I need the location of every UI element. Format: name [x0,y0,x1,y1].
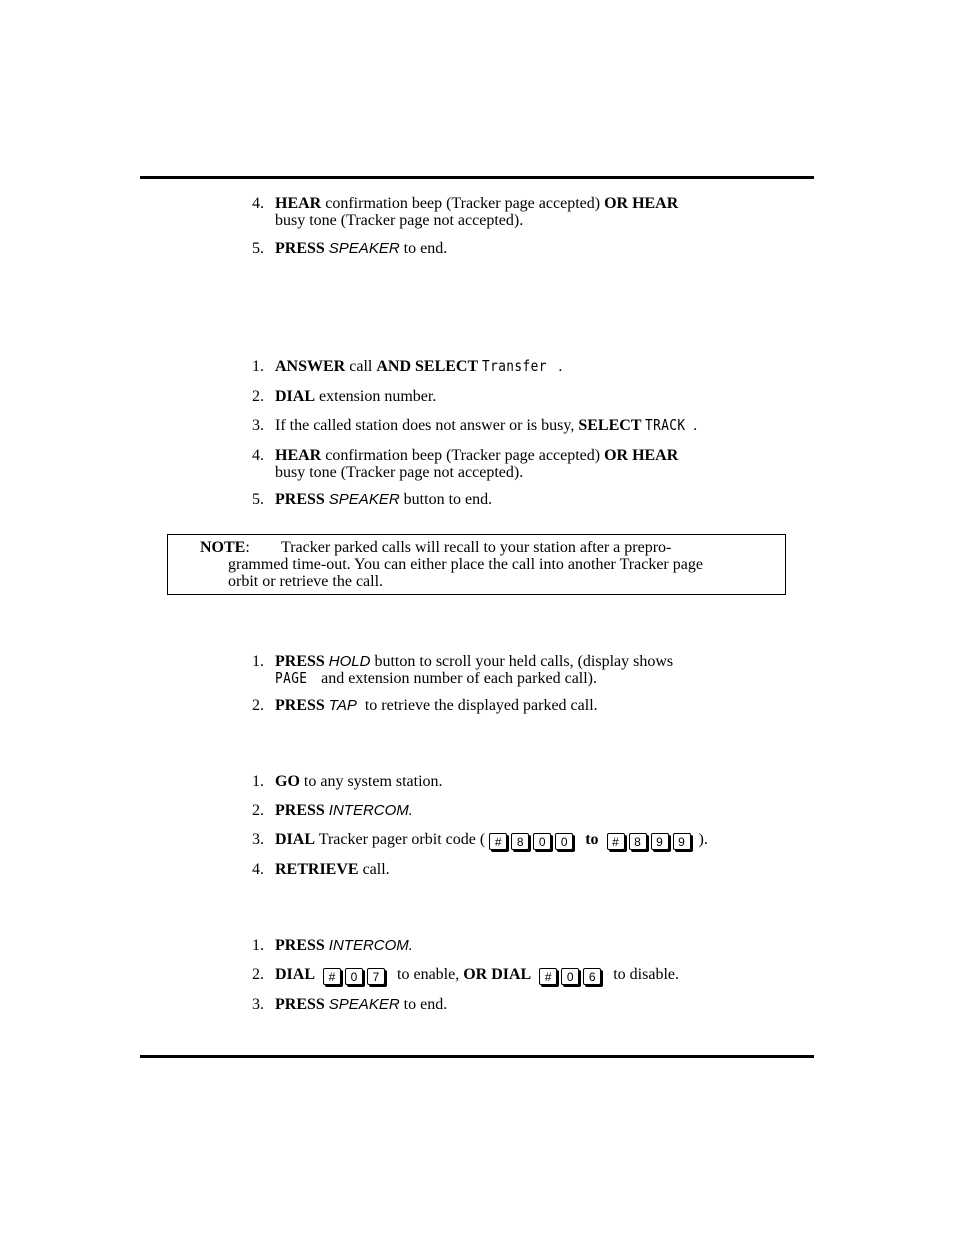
note-line-3: orbit or retrieve the call. [228,573,384,590]
text-run: call. [358,861,390,878]
keypad-sequence [607,832,695,850]
item-number: 4. [252,447,264,464]
item-number: 4. [252,861,264,878]
text-run: to enable, [389,966,464,983]
text-run: to end. [399,996,448,1013]
item-line [275,388,765,405]
keypad-key-icon: 9 [673,833,691,850]
note-label: NOTE [200,539,246,556]
note-line-2: grammed time-out. You can either place the call into another Tracker page [228,556,703,573]
item-text [275,966,765,985]
item-text [275,358,765,375]
bold-keyword: PRESS [275,802,325,819]
list-item [246,358,766,376]
text-run: to disable. [605,966,679,983]
text-run [599,831,607,848]
button-name: TAP [328,697,357,714]
item-text [275,653,765,687]
bold-keyword: RETRIEVE [275,861,359,878]
text-run: If the called station does not answer or is busy, [275,417,579,434]
bold-keyword: ANSWER [275,358,346,375]
top-rule [140,176,814,179]
item-line [275,802,765,819]
bold-keyword: PRESS [275,697,325,714]
item-text [275,996,765,1013]
button-name: SPEAKER [328,996,400,1013]
item-number: 4. [252,195,264,212]
item-number: 1. [252,358,264,375]
keypad-key-icon: 0 [555,833,573,850]
item-line [275,937,765,954]
bold-keyword: HEAR [275,195,322,212]
text-run: confirmation beep (Tracker page accepted) [321,447,605,464]
item-text [275,831,765,850]
text-run [577,831,585,848]
item-line [275,861,765,878]
text-run: call [345,358,377,375]
item-number: 3. [252,996,264,1013]
text-run: extension number. [315,388,437,405]
bold-keyword: DIAL [275,388,316,405]
item-number: 1. [252,653,264,670]
item-line: busy tone (Tracker page not accepted). [275,464,524,481]
item-number: 2. [252,966,264,983]
bold-keyword: HEAR [275,447,322,464]
note-box [167,534,786,595]
bold-keyword: PRESS [275,240,325,257]
keypad-key-icon: # [323,968,341,985]
bold-keyword: PRESS [275,491,325,508]
item-text [275,802,765,819]
item-text [275,861,765,878]
bold-keyword: SELECT [578,417,642,434]
list-item [246,773,766,791]
item-text [275,697,765,714]
text-run: to any system station. [299,773,443,790]
item-number: 5. [252,491,264,508]
item-text [275,417,765,434]
button-name: SPEAKER [328,240,400,257]
item-line [275,966,765,985]
item-number: 2. [252,697,264,714]
text-run [315,966,323,983]
text-run: and extension number of each parked call). [313,670,598,687]
display-text: TRACK [645,416,686,434]
item-line [275,358,765,375]
button-name: HOLD [328,653,371,670]
item-text [275,491,765,508]
list-item [246,996,766,1014]
keypad-key-icon: 9 [651,833,669,850]
list-item [246,802,766,820]
list-item [246,697,766,715]
bold-keyword: PRESS [275,937,325,954]
keypad-key-icon: 0 [533,833,551,850]
item-text [275,773,765,790]
list-item [246,831,766,851]
keypad-key-icon: 6 [583,968,601,985]
keypad-key-icon: # [489,833,507,850]
item-number: 3. [252,417,264,434]
item-line [275,996,765,1013]
text-run: to retrieve the displayed parked call. [356,697,598,714]
keypad-key-icon: 8 [629,833,647,850]
item-line [275,670,765,687]
item-line: busy tone (Tracker page not accepted). [275,212,524,229]
item-number: 3. [252,831,264,848]
item-line [275,653,765,670]
item-text [275,195,765,229]
bold-keyword: PRESS [275,996,325,1013]
item-line [275,195,765,212]
bold-keyword: OR HEAR [604,195,679,212]
keypad-key-icon: 0 [561,968,579,985]
keypad-key-icon: 7 [367,968,385,985]
list-item [246,966,766,986]
keypad-sequence [539,967,605,985]
button-name: INTERCOM. [328,937,413,954]
text-run: Tracker pager orbit code ( [315,831,490,848]
display-text: Transfer [482,357,547,375]
item-text [275,240,765,257]
item-number: 1. [252,937,264,954]
display-text: PAGE [275,669,308,687]
list-item [246,388,766,406]
bold-keyword: AND SELECT [376,358,479,375]
bold-keyword: OR DIAL [463,966,532,983]
bold-keyword: DIAL [275,966,316,983]
list-item [246,447,766,483]
item-number: 1. [252,773,264,790]
keypad-sequence [323,967,389,985]
list-item [246,861,766,879]
note-text-1: Tracker parked calls will recall to your station after a prepro- [281,539,672,556]
list-item [246,937,766,955]
item-line [275,240,765,257]
bold-keyword: DIAL [275,831,316,848]
text-run: confirmation beep (Tracker page accepted) [321,195,605,212]
bold-keyword: to [585,831,599,848]
button-name: SPEAKER [328,491,400,508]
bold-keyword: OR HEAR [604,447,679,464]
item-line [275,831,765,850]
keypad-sequence [489,832,577,850]
button-name: INTERCOM. [328,802,413,819]
item-text [275,388,765,405]
bottom-rule [140,1055,814,1058]
text-run: . [558,358,563,375]
list-item [246,240,766,258]
text-run: button to scroll your held calls, (display shows [370,653,674,670]
item-line [275,697,765,714]
list-item [246,417,766,435]
item-text [275,447,765,481]
text-run: . [693,417,698,434]
text-run [531,966,539,983]
keypad-key-icon: # [539,968,557,985]
bold-keyword: PRESS [275,653,325,670]
list-item [246,653,766,689]
item-text [275,937,765,954]
item-number: 2. [252,388,264,405]
item-line [275,773,765,790]
text-run: button to end. [399,491,493,508]
keypad-key-icon: 0 [345,968,363,985]
keypad-key-icon: # [607,833,625,850]
item-number: 2. [252,802,264,819]
item-number: 5. [252,240,264,257]
item-line [275,447,765,464]
item-line [275,491,765,508]
text-run: ). [694,831,708,848]
note-line-1 [200,539,672,556]
note-colon: : [245,539,250,556]
list-item [246,195,766,231]
text-run: to end. [399,240,448,257]
item-line [275,417,765,434]
list-item [246,491,766,509]
bold-keyword: GO [275,773,300,790]
keypad-key-icon: 8 [511,833,529,850]
